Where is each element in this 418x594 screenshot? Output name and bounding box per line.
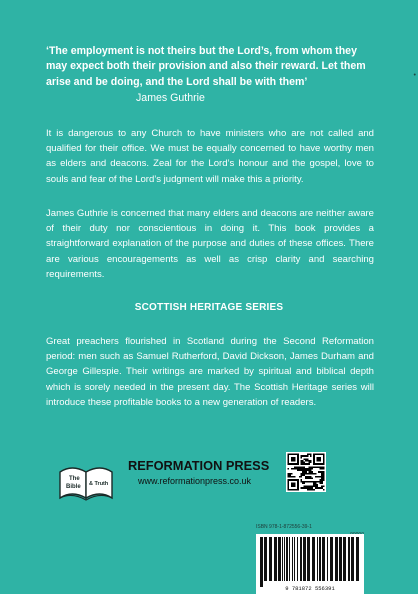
open-book-icon [58,458,114,504]
quote-text: ‘The employment is not theirs but the Lord’s, from whom they may expect both their provision and also their reward. Let them arise and be doing, and the Lord shall be with them’ [46,45,366,88]
logo-word-3: & Truth [89,481,109,487]
barcode-digits: 9 781872 556391 [285,585,335,592]
blurb-paragraph-1: It is dangerous to any Church to have ministers who are not called and qualified for their office. We must be equally concerned to have worthy men as elders and deacons. Zeal for the Lord’s honour and the gospel, love to souls and fear of the Lord’s judgment will make this a priority. [46,128,374,185]
qr-code[interactable] [286,452,326,492]
isbn-label: ISBN 978-1-872556-39-1 [256,524,312,530]
edge-mark: • [413,72,416,79]
blurb-paragraph-2: James Guthrie is concerned that many elders and deacons are neither aware of their duty nor conscientious in doing it. This book provides a straightforward explanation of the purpose and duties of these offices. There are various encouragements as well as crisp clarity and searching requirements. [46,208,374,280]
pull-quote [46,44,376,90]
quote-author: James Guthrie [136,92,205,104]
series-heading: SCOTTISH HERITAGE SERIES [134,302,284,313]
series-description: Great preachers flourished in Scotland during the Second Reformation period: men such as Samuel Rutherford, David Dickson, James Durham and George Gillespie. Their writings are marked by spiritual and biblical depth which is sorely needed in the present day. The Scottish Heritage series will introduce these profitable books to a new generation of readers. [46,336,374,408]
logo-word-2: Bible [66,484,81,490]
isbn-barcode [256,524,364,592]
publisher-name: REFORMATION PRESS [128,458,270,473]
logo-word-1: The [69,476,80,482]
barcode-bars [256,534,364,594]
publisher-url[interactable]: www.reformationpress.co.uk [138,476,252,486]
